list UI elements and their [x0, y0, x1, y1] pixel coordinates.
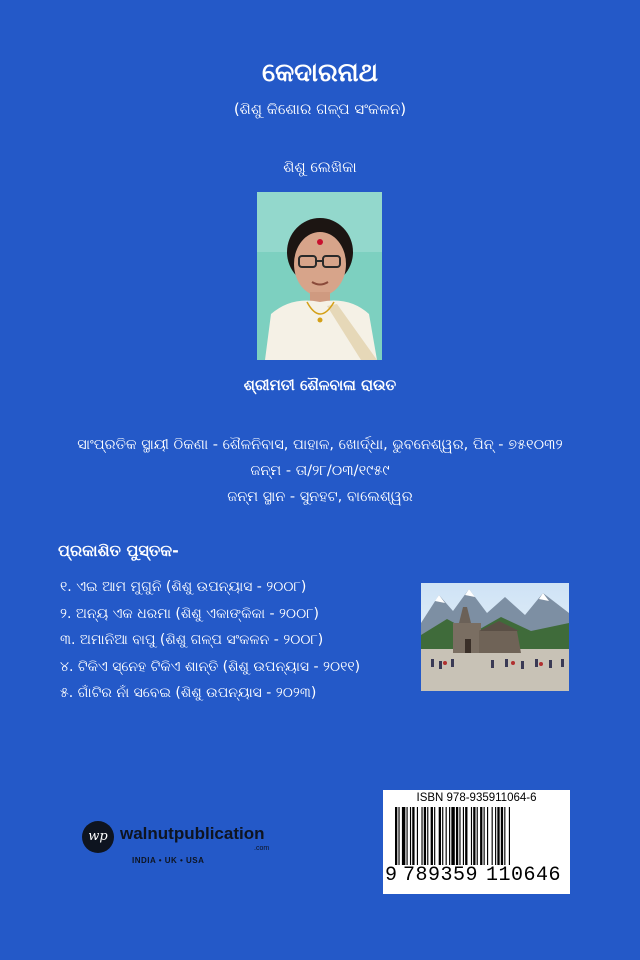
barcode-bar [421, 807, 422, 865]
barcode-bar [434, 807, 435, 865]
book-item: ୩. ଅମାନିଆ ବାପୁ (ଶିଶୁ ଗଳ୍ପ ସଂକଳନ - ୨୦୦୮) [60, 632, 324, 648]
barcode-bar [459, 807, 460, 865]
barcode-bar [504, 807, 505, 865]
isbn-digit-group2: 110646 [486, 864, 562, 887]
published-books-list [60, 574, 360, 707]
barcode-bar [509, 807, 510, 865]
barcode-bar [480, 807, 482, 865]
book-item: ୨. ଅନ୍ୟ ଏକ ଧରମା (ଶିଶୁ ଏକାଙ୍କିକା - ୨୦୦୮) [60, 605, 319, 622]
book-item: ୧. ଏଇ ଆମ ମୁଗୁନି (ଶିଶୁ ଉପନ୍ୟାସ - ୨୦୦୮) [60, 579, 307, 595]
barcode-bars [393, 807, 560, 865]
author-info [0, 432, 640, 510]
barcode-bar [395, 807, 397, 865]
kedarnath-temple-photo [421, 583, 569, 691]
barcode-bar [431, 807, 433, 865]
author-name: ଶ୍ରୀମତୀ ଶୈଳବାଳା ରାଉତ [243, 376, 397, 394]
barcode-bar [471, 807, 472, 865]
barcode-bar [473, 807, 475, 865]
barcode-bar [463, 807, 464, 865]
isbn-barcode [383, 790, 570, 894]
barcode-bar [410, 807, 411, 865]
barcode-bar [497, 807, 499, 865]
book-item: ୫. ଗାଁଟିର ନାଁ ସବେଇ (ଶିଶୁ ଉପନ୍ୟାସ - ୨୦୨୩) [60, 685, 317, 701]
isbn-digit-group1: 789359 [403, 864, 479, 887]
barcode-bar [456, 807, 458, 865]
barcode-bar [427, 807, 428, 865]
address-line: ସାଂପ୍ରତିକ ସ୍ଥାୟୀ ଠିକଣା - ଶୈଳନିବାସ, ପାହାଳ, ଖୋର୍ଦ୍ଧା, ଭୁବନେଶ୍ୱର, ପିନ୍ - ୭୫୧୦୩୨ [77, 437, 563, 453]
published-books-heading: ପ୍ରକାଶିତ ପୁସ୍ତକ- [58, 541, 179, 560]
barcode-bar [487, 807, 488, 865]
author-photo [257, 192, 382, 360]
barcode-bar [501, 807, 503, 865]
barcode-bar [402, 807, 405, 865]
barcode-bar [446, 807, 447, 865]
birth-place-line: ଜନ୍ମ ସ୍ଥାନ - ସୁନହଟ, ବାଲେଶ୍ୱର [227, 489, 413, 505]
walnut-logo-icon: wp [82, 821, 114, 853]
isbn-digit-lead: 9 [385, 864, 398, 887]
barcode-bar [412, 807, 414, 865]
barcode-bar [449, 807, 450, 865]
book-item: ୪. ଟିକିଏ ସ୍ନେହ ଟିକିଏ ଶାନ୍ତି (ଶିଶୁ ଉପନ୍ୟାସ - ୨୦୧୧) [60, 658, 361, 675]
publisher-regions: INDIA • UK • USA [132, 856, 205, 865]
birth-date-line: ଜନ୍ମ - ତା/୨୮/୦୩/୧୯୫୯ [250, 463, 390, 479]
barcode-bar [495, 807, 496, 865]
barcode-bar [477, 807, 478, 865]
barcode-bar [439, 807, 441, 865]
barcode-bar [492, 807, 493, 865]
barcode-bar [484, 807, 485, 865]
barcode-bar [424, 807, 426, 865]
isbn-number: ISBN 978-935911064-6 [416, 792, 537, 804]
barcode-bar [442, 807, 443, 865]
publisher-domain: .com [254, 845, 270, 852]
barcode-bar [451, 807, 454, 865]
barcode-bar [407, 807, 408, 865]
barcode-bar [417, 807, 418, 865]
author-label: ଶିଶୁ ଲେଖିକା [283, 158, 357, 176]
publisher-name: walnutpublication [120, 824, 265, 843]
book-subtitle: (ଶିଶୁ କିଶୋର ଗଳ୍ପ ସଂକଳନ) [233, 100, 407, 118]
barcode-bar [398, 807, 399, 865]
book-title: କେଦାରନାଥ [261, 58, 379, 88]
barcode-bar [465, 807, 467, 865]
